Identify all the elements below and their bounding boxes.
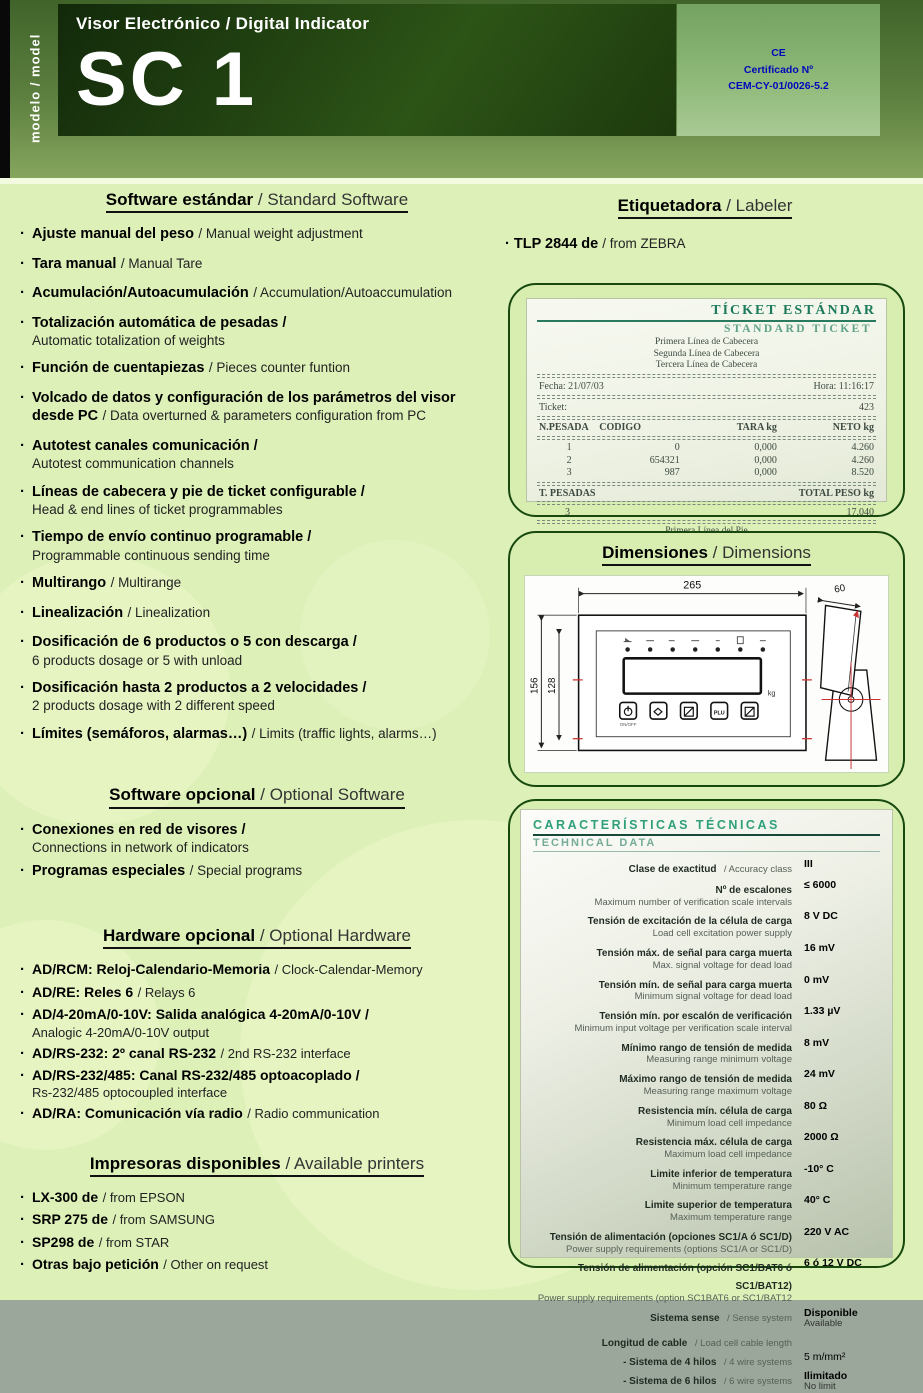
tech-row-value: 8 mV: [804, 1036, 830, 1049]
left-column: [18, 190, 496, 1279]
tech-row-value: 5 m/mm²: [804, 1350, 846, 1363]
tech-row: [533, 1164, 880, 1193]
tech-row-label: Tensión de alimentación (opción SC1/BAT6 ó SC1/BAT12) Power supply requirements (option SC1BAT6 or SC1/BAT12: [537, 1263, 792, 1305]
section-title-standard-software: Software estándar / Standard Software: [18, 190, 496, 213]
list-item: · Autotest canales comunicación / Autotest communication channels: [18, 437, 496, 472]
tech-row: [533, 1101, 880, 1130]
section-title-optional-hardware: Hardware opcional / Optional Hardware: [18, 926, 496, 949]
cert-line-1: CE: [771, 46, 786, 59]
dimensions-panel: [508, 531, 905, 787]
tech-title-es: CARACTERÍSTICAS TÉCNICAS: [533, 818, 880, 836]
standard-ticket-panel: [508, 283, 905, 517]
dim-depth-label: 60: [833, 582, 847, 596]
dimensions-svg: [525, 576, 888, 772]
tech-row: [533, 1333, 880, 1351]
tech-row: [533, 1195, 880, 1224]
list-item: · AD/4-20mA/0-10V: Salida analógica 4-20mA/0-10V / Analogic 4-20mA/0-10V output: [18, 1006, 496, 1040]
title-box: [58, 4, 676, 136]
ticket-totals-header: [537, 488, 876, 499]
list-item: · Otras bajo petición / Other on request: [18, 1256, 496, 1274]
ticket-totals-values: [537, 507, 876, 518]
ticket-number-value: 423: [859, 401, 874, 413]
tech-row-label: Tensión de excitación de la célula de carga Load cell excitation power supply: [587, 916, 792, 940]
standard-software-list: [18, 225, 496, 743]
list-item: · Función de cuentapiezas / Pieces counter funtion: [18, 359, 496, 377]
col-neto: NETO kg: [832, 421, 874, 433]
cert-line-2: Certificado Nº: [743, 63, 814, 76]
tech-row-label: - Sistema de 4 hilos / 4 wire systems: [623, 1356, 792, 1368]
ticket-header-line: Tercera Línea de Cabecera: [655, 360, 758, 371]
ticket-header-line: Segunda Línea de Cabecera: [653, 348, 760, 359]
tech-row-label: Tensión máx. de señal para carga muerta Max. signal voltage for dead load: [596, 947, 792, 971]
list-item: · Dosificación hasta 2 productos a 2 velocidades / 2 products dosage with 2 different speed: [18, 679, 496, 714]
tech-row: [533, 1038, 880, 1067]
cell-tara: 0,000: [754, 442, 777, 454]
tech-row-value: Ilimitado No limit: [804, 1369, 848, 1393]
tech-row-label: Mínimo rango de tensión de medida Measuring range minimum voltage: [621, 1042, 792, 1066]
cell-neto: 4.260: [851, 442, 874, 454]
cell-codigo: 0: [674, 442, 680, 454]
section-title-optional-software: Software opcional / Optional Software: [18, 785, 496, 808]
list-item: · Acumulación/Autoacumulación / Accumulation/Autoaccumulation: [18, 284, 496, 302]
certificate-box: [677, 4, 880, 136]
tech-row-label: Máximo rango de tensión de medida Measuring range maximum voltage: [619, 1074, 792, 1097]
page-left-edge: [0, 0, 10, 183]
section-title-dimensions: Dimensiones / Dimensions: [510, 533, 903, 566]
tech-row-value: 6 ó 12 V DC: [804, 1257, 862, 1270]
technical-data-panel: [508, 799, 905, 1393]
tech-row-label: - Sistema de 6 hilos / 6 wire systems: [623, 1375, 792, 1387]
optional-software-list: [18, 821, 496, 880]
tech-row-label: Resistencia máx. célula de carga Maximum load cell impedance: [635, 1137, 792, 1161]
tech-row: [533, 1069, 880, 1098]
list-item: · AD/RCM: Reloj-Calendario-Memoria / Clock-Calendar-Memory: [18, 961, 496, 979]
tech-row-label: Limite inferior de temperatura Minimum temperature range: [650, 1168, 792, 1192]
tech-row: [533, 943, 880, 972]
tech-row-value: 8 V DC: [804, 910, 838, 923]
col-npesada: N.PESADA: [539, 421, 589, 433]
tech-row: [533, 1258, 880, 1304]
list-item: · AD/RS-232: 2º canal RS-232 / 2nd RS-232 interface: [18, 1045, 496, 1063]
list-item: · Tara manual / Manual Tare: [18, 255, 496, 273]
tech-row-label: Tensión mín. de señal para carga muerta Minimum signal voltage for dead load: [598, 979, 792, 1003]
tech-row-label: Clase de exactitud / Accuracy class: [628, 864, 792, 875]
printers-list: [18, 1189, 496, 1275]
tech-row-label: Sistema sense / Sense system: [650, 1312, 792, 1324]
tech-row-value: 0 mV: [804, 973, 830, 986]
tech-row-value: 220 V AC: [804, 1225, 850, 1238]
list-item: · Ajuste manual del peso / Manual weight adjustment: [18, 225, 496, 243]
section-title-labeler: Etiquetadora / Labeler: [505, 196, 905, 219]
list-item: · Conexiones en red de visores / Connections in network of indicators: [18, 821, 496, 856]
model-name: SC 1: [76, 37, 257, 122]
header-divider: [0, 178, 923, 184]
ticket-paper: [526, 298, 887, 518]
cell-neto: 8.520: [851, 467, 874, 479]
tech-row-value: III: [804, 858, 813, 870]
ticket-separator: [537, 416, 876, 420]
totals-col-label: TOTAL PESO kg: [798, 487, 874, 499]
product-subtitle: Visor Electrónico / Digital Indicator: [76, 14, 370, 33]
list-item: · AD/RA: Comunicación vía radio / Radio communication: [18, 1105, 496, 1123]
tech-row-label: Nº de escalones Maximum number of verification scale intervals: [594, 884, 792, 908]
tech-row-label: Tensión mín. por escalón de verificación Minimum input voltage per verification scale interval: [574, 1011, 792, 1034]
tech-row-label: Tensión de alimentación (opciones SC1/A ó SC1/D) Power supply requirements (options SC1/A or SC1/D): [549, 1231, 792, 1255]
ticket-separator: [537, 482, 876, 486]
totals-label: T. PESADAS: [539, 487, 596, 499]
ticket-subtitle: STANDARD TICKET: [724, 323, 872, 335]
model-side-label: modelo / model: [27, 33, 43, 143]
tech-row: [533, 911, 880, 940]
ticket-separator: [537, 374, 876, 378]
tech-row: [533, 859, 880, 877]
ticket-header-lines: [537, 337, 876, 372]
dim-width-label: 265: [683, 579, 702, 592]
tech-title-en: TECHNICAL DATA: [533, 836, 880, 852]
ticket-table-header: [537, 422, 876, 435]
ticket-number-label: Ticket:: [539, 401, 567, 413]
cell-npesada: 3: [566, 467, 572, 479]
cell-npesada: 2: [566, 454, 572, 466]
totals-count: 3: [565, 506, 570, 518]
list-item: · AD/RS-232/485: Canal RS-232/485 optoacoplado / Rs-232/485 optocoupled interface: [18, 1067, 496, 1101]
tech-row: [533, 1308, 880, 1330]
ticket-table-rows: [537, 442, 876, 480]
tech-row: [533, 1006, 880, 1035]
tech-row-value: 24 mV: [804, 1068, 835, 1081]
list-item: · AD/RE: Reles 6 / Relays 6: [18, 984, 496, 1002]
svg-text:PLU: PLU: [713, 710, 725, 717]
tech-row-label: Limite superior de temperatura Maximum temperature range: [644, 1200, 792, 1224]
table-row: [537, 455, 876, 468]
list-item: · SP298 de / from STAR: [18, 1234, 496, 1252]
col-codigo: CODIGO: [599, 421, 641, 433]
section-title-available-printers: Impresoras disponibles / Available printers: [18, 1154, 496, 1177]
tech-row: [533, 1132, 880, 1161]
technical-data-sheet: [520, 809, 893, 1393]
tech-row-value: 2000 Ω: [804, 1131, 839, 1144]
ticket-separator: [537, 520, 876, 524]
ticket-separator: [537, 436, 876, 440]
list-item: · SRP 275 de / from SAMSUNG: [18, 1211, 496, 1229]
tech-row-value: 16 mV: [804, 941, 835, 954]
ticket-header-line: Primera Línea de Cabecera: [654, 337, 759, 347]
dim-height-outer-label: 156: [529, 677, 541, 694]
tech-row: [533, 1227, 880, 1256]
list-item: · LX-300 de / from EPSON: [18, 1189, 496, 1207]
display-unit-label: kg: [767, 688, 776, 698]
ticket-date-row: [537, 380, 876, 393]
list-item: · Totalización automática de pesadas / Automatic totalization of weights: [18, 314, 496, 349]
list-item: · Líneas de cabecera y pie de ticket configurable / Head & end lines of ticket programmables: [18, 483, 496, 518]
list-item: · Linealización / Linealization: [18, 604, 496, 622]
tech-row: [533, 880, 880, 909]
list-item: · Límites (semáforos, alarmas…) / Limits (traffic lights, alarms…): [18, 725, 496, 743]
ticket-separator: [537, 501, 876, 505]
cell-npesada: 1: [566, 442, 572, 454]
totals-weight: 17.040: [846, 506, 874, 518]
ticket-title: TÍCKET ESTÁNDAR: [537, 303, 876, 322]
cell-neto: 4.260: [851, 454, 874, 466]
list-item: · Multirango / Multirange: [18, 574, 496, 592]
table-row: [537, 467, 876, 480]
cell-tara: 0,000: [754, 467, 777, 479]
list-item: · Volcado de datos y configuración de los parámetros del visor desde PC / Data overturned & parameters configuration from PC: [18, 389, 496, 426]
ticket-time: Hora: 11:16:17: [813, 380, 874, 392]
tech-row-label: Resistencia mín. célula de carga Minimum load cell impedance: [638, 1105, 792, 1129]
cell-tara: 0,000: [754, 454, 777, 466]
ticket-number-row: [537, 401, 876, 414]
tech-row-value: Disponible Available: [804, 1306, 858, 1330]
cell-codigo: 987: [664, 467, 680, 479]
cert-line-3: CEM-CY-01/0026-5.2: [728, 80, 829, 93]
labeler-item: · TLP 2844 de / from ZEBRA: [505, 236, 686, 252]
tech-row-value: 1.33 µV: [804, 1005, 841, 1018]
svg-text:ON/OFF: ON/OFF: [619, 721, 637, 727]
ticket-date: Fecha: 21/07/03: [539, 380, 604, 392]
tech-row-value: 40° C: [804, 1194, 831, 1207]
dimensions-drawing: [524, 575, 889, 773]
tech-row: [533, 1371, 880, 1393]
header-band: [0, 0, 923, 178]
ticket-separator: [537, 395, 876, 399]
optional-hardware-list: [18, 961, 496, 1123]
side-view: [821, 583, 881, 769]
display-window: [624, 658, 761, 693]
list-item: · Tiempo de envío continuo programable / Programmable continuous sending time: [18, 528, 496, 563]
list-item: · Dosificación de 6 productos o 5 con descarga / 6 products dosage or 5 with unload: [18, 633, 496, 668]
dim-height-inner-label: 128: [547, 677, 559, 694]
cell-codigo: 654321: [649, 454, 680, 466]
tech-row: [533, 1352, 880, 1370]
list-item: · Programas especiales / Special programs: [18, 862, 496, 880]
tech-row-value: -10° C: [804, 1162, 834, 1175]
tech-row-value: ≤ 6000: [804, 878, 837, 891]
tech-rows: [533, 859, 880, 1393]
col-tara: TARA kg: [736, 421, 777, 433]
tech-row: [533, 975, 880, 1004]
tech-row-label: Longitud de cable / Load cell cable length: [601, 1337, 792, 1349]
table-row: [537, 442, 876, 455]
tech-row-value: 80 Ω: [804, 1099, 828, 1112]
